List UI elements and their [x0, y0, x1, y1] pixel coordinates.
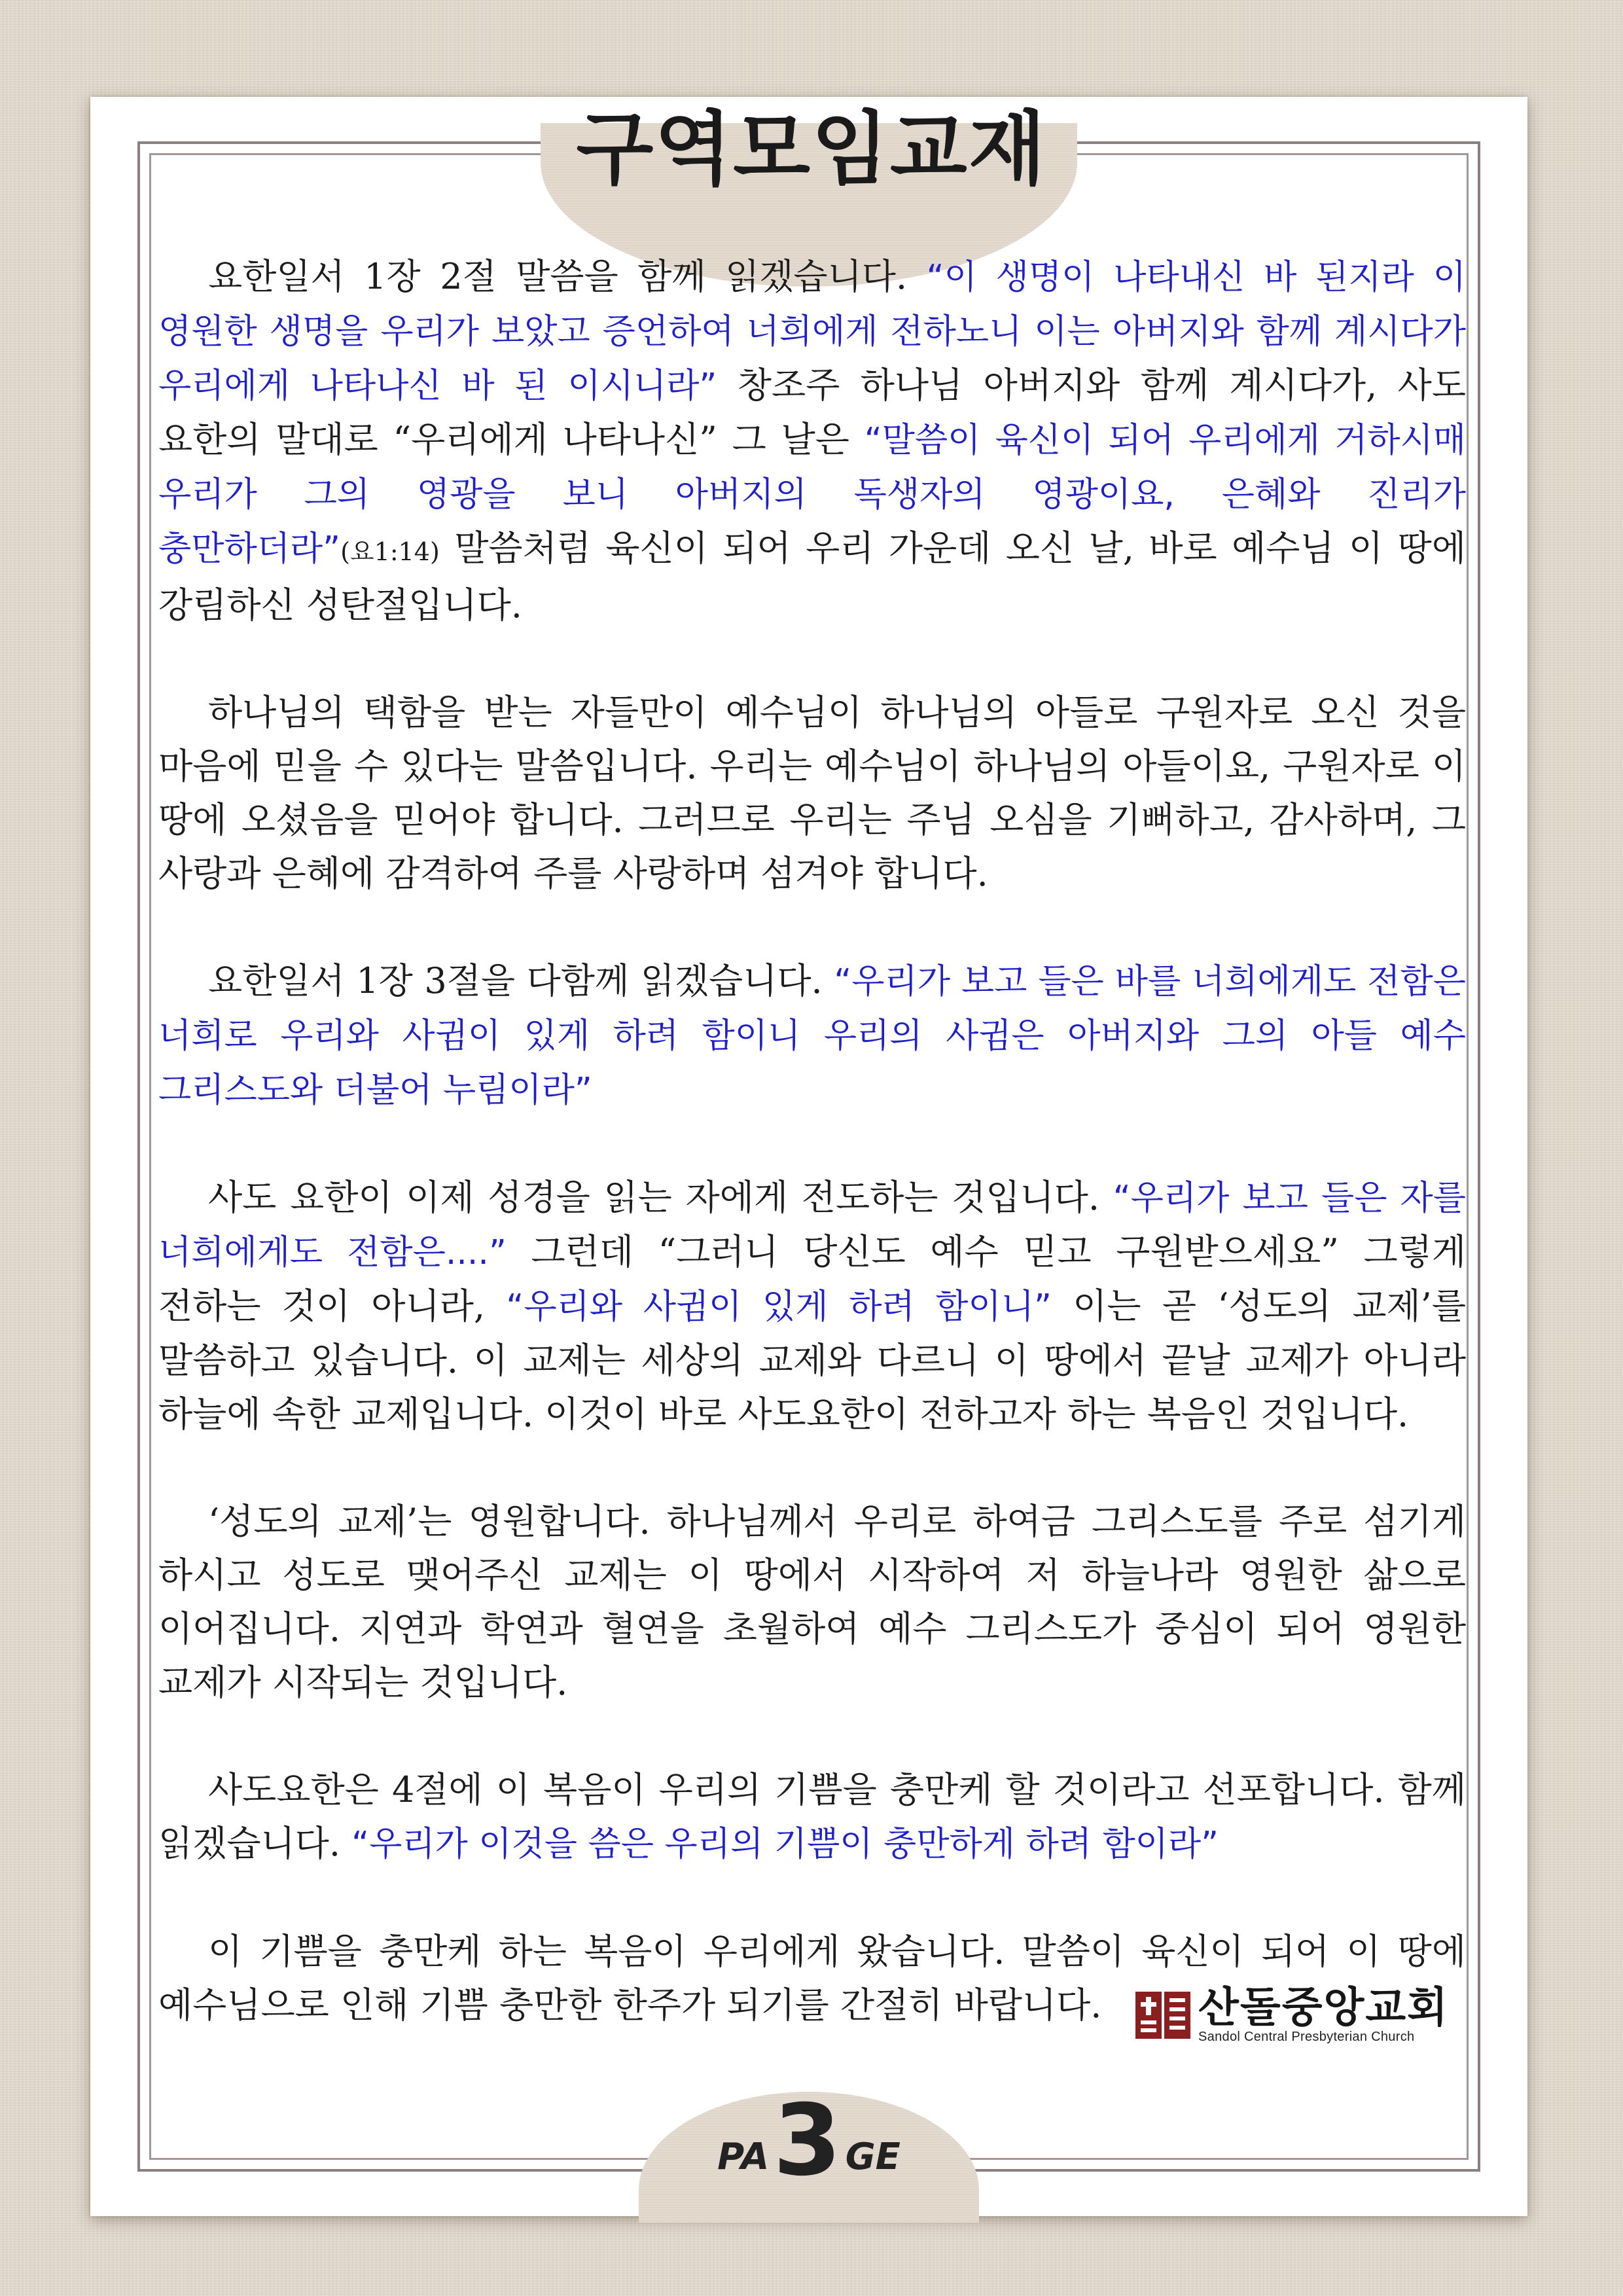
body-text: 하나님의 택함을 받는 자들만이 예수님이 하나님의 아들로 구원자로 오신 것을 마음에 믿을 수 있다는 말씀입니다. 우리는 예수님이 하나님의 아들이요, 구원자로 이 땅에 오셨음을 믿어야 합니다. 그러므로 우리는 주님 오심을 기뻐하고, 감사하며, 그 사랑과 은혜에 감격하여 주를 사랑하며 섬겨야 합니다.	[158, 692, 1466, 894]
scripture-quote: “우리와 사귐이 있게 하려 함이니”	[506, 1287, 1052, 1327]
body-text: ‘성도의 교제’는 영원합니다. 하나님께서 우리로 하여금 그리스도를 주로 섬기게 하시고 성도로 맺어주신 교제는 이 땅에서 시작하여 저 하늘나라 영원한 삶으로 이어집니다. 지연과 학연과 혈연을 초월하여 예수 그리스도가 중심이 되어 영원한 교제가 시작되는 것입니다.	[158, 1501, 1466, 1703]
paragraph	[158, 1495, 1466, 1710]
body-text: 요한일서 1장 2절 말씀을 함께 읽겠습니다.	[208, 256, 927, 297]
scripture-reference: (요1:14)	[340, 537, 440, 566]
church-english-name: Sandol Central Presbyterian Church	[1198, 2030, 1415, 2044]
study-text	[158, 250, 1466, 2086]
body-text: 요한일서 1장 3절을 다함께 읽겠습니다.	[208, 960, 834, 1001]
paragraph	[158, 1171, 1466, 1441]
page-title: 구역모임교재	[576, 103, 1047, 196]
page-suffix: GE	[845, 2136, 901, 2178]
scripture-quote: “말씀이 육신이 되어 우리에게 거하시매 우리가 그의 영광을 보니 아버지의 독생자의 영광이요, 은혜와 진리가 충만하더라”	[158, 421, 1466, 569]
paragraph	[158, 250, 1466, 632]
scripture-quote: “우리가 이것을 씀은 우리의 기쁨이 충만하게 하려 함이라”	[351, 1825, 1219, 1864]
paragraph	[158, 686, 1466, 901]
church-name: 산돌중앙교회	[1198, 1984, 1449, 2032]
scripture-quote: “이 생명이 나타내신 바 된지라 이 영원한 생명을 우리가 보았고 증언하여 너희에게 전하노니 이는 아버지와 함께 계시다가 우리에게 나타나신 바 된 이시니라”	[158, 258, 1466, 406]
body-text: 그런데 “그러니 당신도 예수 믿고 구원받으세요” 그렇게 전하는 것이 아니라,	[158, 1231, 1466, 1327]
body-text: 사도 요한이 이제 성경을 읽는 자에게 전도하는 것입니다.	[208, 1177, 1113, 1218]
body-text: 이 기쁨을 충만케 하는 복음이 우리에게 왔습니다. 말씀이 육신이 되어 이 땅에 예수님으로 인해 기쁨 충만한 한주가 되기를 간절히 바랍니다.	[158, 1931, 1466, 2026]
page-number-label	[90, 2084, 1527, 2198]
body-text: 창조주 하나님 아버지와 함께 계시다가, 사도 요한의 말대로 “우리에게 나타나신” 그 날은	[158, 365, 1466, 460]
body-text: 이는 곧 ‘성도의 교제’를 말씀하고 있습니다. 이 교제는 세상의 교제와 다르니 이 땅에서 끝날 교제가 아니라 하늘에 속한 교제입니다. 이것이 바로 사도요한이 전하고자 하는 복음인 것입니다.	[158, 1285, 1466, 1435]
church-logo	[1135, 1986, 1449, 2044]
page-number: 3	[773, 2084, 842, 2198]
paragraph	[158, 954, 1466, 1117]
page-prefix: PA	[717, 2136, 770, 2178]
scripture-quote: “우리가 보고 들은 자를 너희에게도 전함은....”	[158, 1179, 1466, 1272]
body-text: 사도요한은 4절에 이 복음이 우리의 기쁨을 충만케 할 것이라고 선포합니다. 함께 읽겠습니다.	[158, 1769, 1466, 1864]
church-logo-icon	[1135, 1988, 1190, 2043]
scripture-quote: “우리가 보고 들은 바를 너희에게도 전함은 너희로 우리와 사귐이 있게 하려 함이니 우리의 사귐은 아버지와 그의 아들 예수 그리스도와 더불어 누림이라”	[158, 962, 1466, 1110]
paragraph	[158, 1763, 1466, 1871]
body-text: 말씀처럼 육신이 되어 우리 가운데 오신 날, 바로 예수님 이 땅에 강림하신 성탄절입니다.	[158, 528, 1466, 626]
